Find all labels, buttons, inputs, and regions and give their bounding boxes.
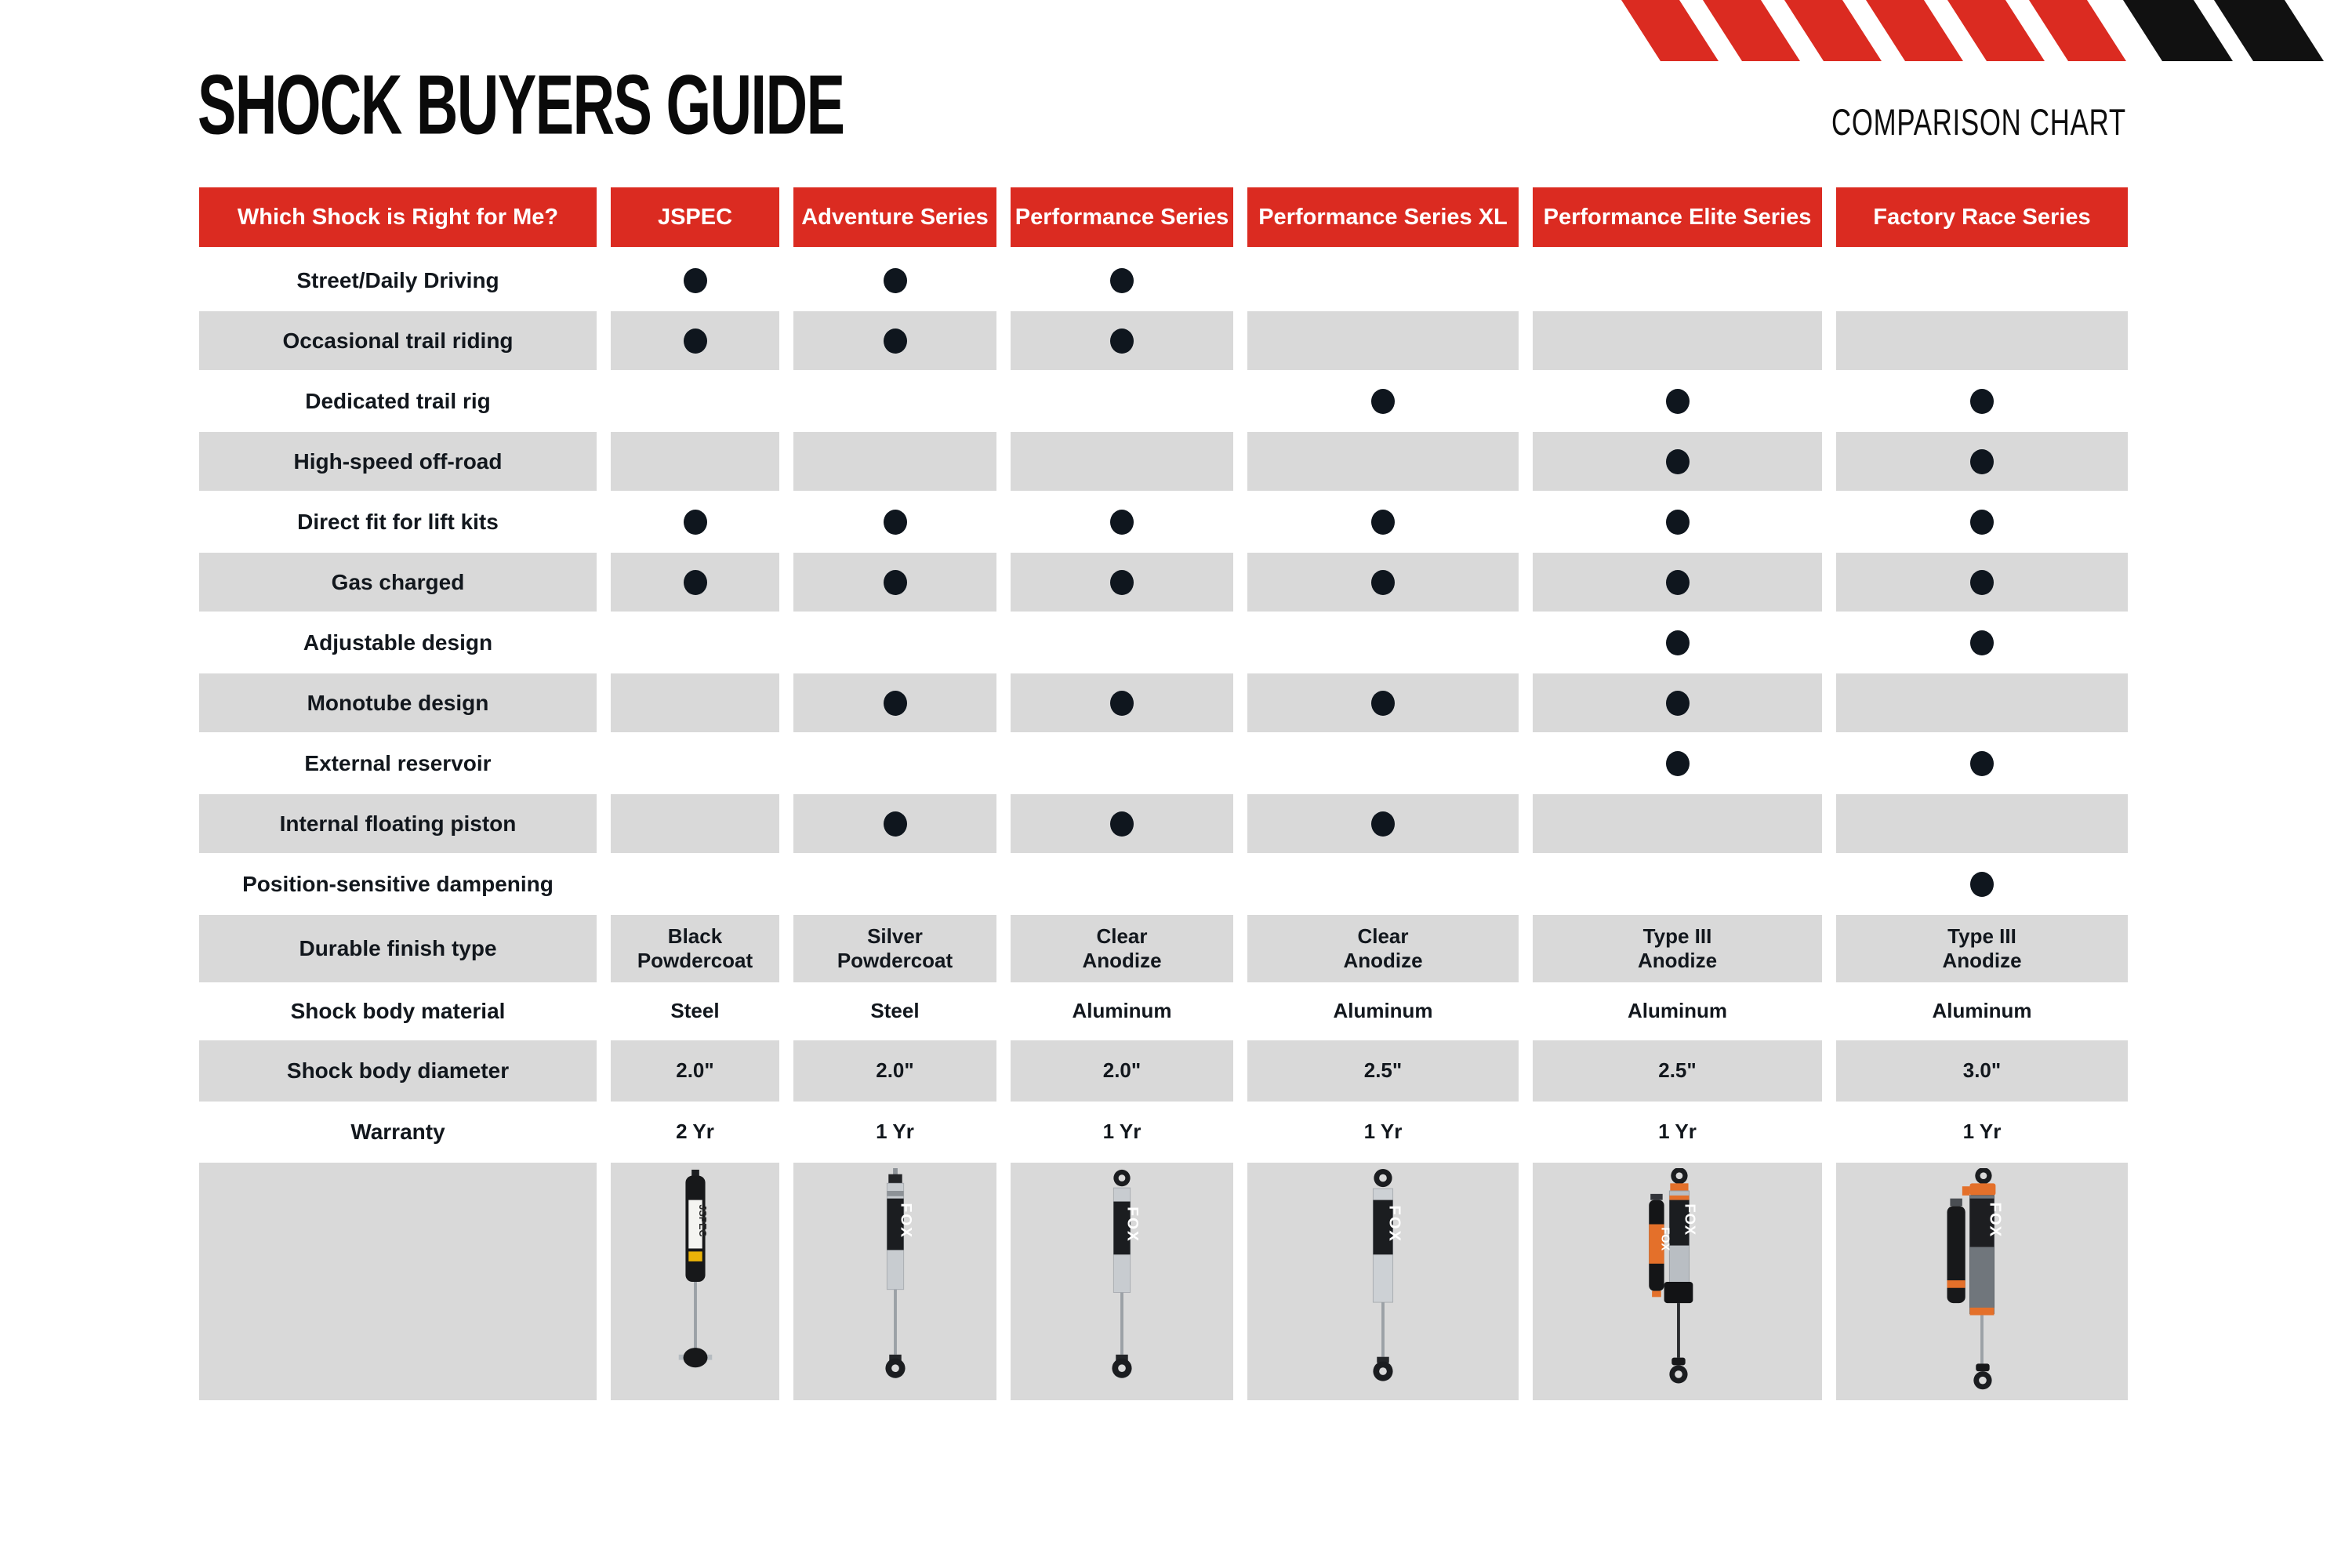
page-title: SHOCK BUYERS GUIDE: [198, 57, 844, 153]
spec-value: Aluminum: [1072, 999, 1172, 1023]
table-row: [199, 794, 2128, 853]
feature-dot: [884, 570, 907, 595]
spec-value: 2 Yr: [676, 1120, 714, 1144]
feature-dot: [1970, 872, 1994, 897]
comparison-table: [199, 187, 2128, 1402]
feature-dot: [1371, 811, 1395, 837]
row-label: Warranty: [350, 1120, 445, 1144]
spec-value: 1 Yr: [876, 1120, 914, 1144]
table-header-row: [199, 187, 2128, 247]
feature-dot: [1110, 570, 1134, 595]
spec-value: 2.0": [1102, 1058, 1142, 1083]
feature-dot: [884, 691, 907, 716]
spec-value: 2.5": [1658, 1058, 1697, 1083]
svg-text:FOX: FOX: [897, 1202, 914, 1239]
feature-dot: [1110, 691, 1134, 716]
feature-dot: [1371, 691, 1395, 716]
stripe: [2214, 0, 2324, 61]
header-cell-factory-race: Factory Race Series: [1836, 187, 2128, 247]
stripe: [1866, 0, 1963, 61]
table-row: [199, 673, 2128, 732]
svg-text:FOX: FOX: [1385, 1204, 1403, 1243]
spec-value: Type III Anodize: [1942, 924, 2022, 972]
feature-dot: [1371, 510, 1395, 535]
header-cell-performance: Performance Series: [1011, 187, 1233, 247]
feature-dot: [884, 328, 907, 354]
feature-dot: [1970, 630, 1994, 655]
row-label: Gas charged: [199, 553, 597, 612]
feature-dot: [1110, 510, 1134, 535]
page-subtitle: COMPARISON CHART: [1831, 101, 2126, 143]
stripe: [2029, 0, 2126, 61]
row-label: Dedicated trail rig: [305, 388, 491, 413]
feature-dot: [1371, 389, 1395, 414]
spec-value: Type III Anodize: [1637, 924, 1718, 972]
spec-value: 1 Yr: [1658, 1120, 1697, 1144]
feature-dot: [1666, 510, 1690, 535]
stripe: [1947, 0, 2045, 61]
svg-text:FOX: FOX: [1658, 1226, 1671, 1250]
feature-dot: [684, 268, 707, 293]
table-row: [199, 372, 2128, 430]
table-row: [199, 613, 2128, 672]
feature-dot: [1110, 268, 1134, 293]
feature-dot: [1666, 691, 1690, 716]
feature-dot: [884, 510, 907, 535]
table-row: [199, 251, 2128, 310]
feature-dot: [1970, 570, 1994, 595]
row-label: Adjustable design: [303, 630, 493, 655]
table-row: [199, 734, 2128, 793]
feature-dot: [1970, 389, 1994, 414]
header-cell-performance-elite: Performance Elite Series: [1533, 187, 1822, 247]
feature-dot: [884, 268, 907, 293]
spec-value: Steel: [670, 999, 720, 1023]
spec-value: Steel: [870, 999, 920, 1023]
product-image-row: [199, 1163, 2128, 1400]
row-label: Position-sensitive dampening: [242, 871, 554, 896]
stripe: [1703, 0, 1800, 61]
feature-dot: [1110, 811, 1134, 837]
row-label: Direct fit for lift kits: [297, 509, 499, 534]
row-label: High-speed off-road: [199, 432, 597, 491]
feature-dot: [684, 510, 707, 535]
table-row: [199, 1103, 2128, 1161]
header-cell-jspec: JSPEC: [611, 187, 779, 247]
table-row: [199, 915, 2128, 982]
row-label: Occasional trail riding: [199, 311, 597, 370]
table-row: [199, 492, 2128, 551]
feature-dot: [1666, 570, 1690, 595]
table-row: [199, 311, 2128, 370]
spec-value: 2.5": [1363, 1058, 1403, 1083]
row-label: External reservoir: [304, 750, 492, 775]
feature-dot: [1666, 389, 1690, 414]
spec-value: Aluminum: [1333, 999, 1433, 1023]
spec-value: 1 Yr: [1962, 1120, 2002, 1144]
table-row: [199, 1040, 2128, 1102]
feature-dot: [684, 328, 707, 354]
row-label: Street/Daily Driving: [296, 267, 499, 292]
spec-value: 1 Yr: [1363, 1120, 1403, 1144]
spec-value: Clear Anodize: [1082, 924, 1162, 972]
svg-text:FOX: FOX: [1682, 1203, 1699, 1236]
stripe: [1784, 0, 1882, 61]
svg-text:JSPEC: JSPEC: [696, 1203, 708, 1237]
feature-dot: [1970, 449, 1994, 474]
feature-dot: [1371, 570, 1395, 595]
table-row: [199, 855, 2128, 913]
empty-label-cell: [199, 1163, 597, 1400]
spec-value: 2.0": [876, 1058, 914, 1083]
table-row: [199, 984, 2128, 1039]
spec-value: 1 Yr: [1102, 1120, 1142, 1144]
row-label: Internal floating piston: [199, 794, 597, 853]
row-label: Shock body material: [290, 999, 506, 1023]
product-image-performance-series: [1076, 1168, 1167, 1396]
row-label: Durable finish type: [199, 915, 597, 982]
svg-text:FOX: FOX: [1986, 1202, 2004, 1237]
header-cell-question: Which Shock is Right for Me?: [199, 187, 597, 247]
product-image-adventure-series: [850, 1168, 941, 1396]
feature-dot: [1666, 751, 1690, 776]
header-cell-performance-xl: Performance Series XL: [1247, 187, 1519, 247]
spec-value: Aluminum: [1932, 999, 2032, 1023]
spec-value: Silver Powdercoat: [837, 924, 953, 972]
table-row: [199, 432, 2128, 491]
svg-text:FOX: FOX: [1123, 1206, 1141, 1243]
spec-value: Clear Anodize: [1343, 924, 1423, 972]
product-image-factory-race-series: [1936, 1168, 2027, 1396]
stripe: [2123, 0, 2233, 61]
spec-value: Aluminum: [1627, 999, 1728, 1023]
header-cell-adventure: Adventure Series: [793, 187, 996, 247]
row-label: Shock body diameter: [199, 1040, 597, 1102]
row-label: Monotube design: [199, 673, 597, 732]
decorative-corner-stripes: [1621, 0, 2327, 61]
spec-value: 3.0": [1962, 1058, 2002, 1083]
product-image-jspec: [650, 1168, 741, 1396]
spec-value: 2.0": [676, 1058, 714, 1083]
feature-dot: [1666, 630, 1690, 655]
spec-value: Black Powdercoat: [637, 924, 753, 972]
feature-dot: [1666, 449, 1690, 474]
feature-dot: [1110, 328, 1134, 354]
feature-dot: [884, 811, 907, 837]
feature-dot: [1970, 751, 1994, 776]
feature-dot: [1970, 510, 1994, 535]
feature-dot: [684, 570, 707, 595]
table-row: [199, 553, 2128, 612]
product-image-performance-series-xl: [1338, 1168, 1428, 1396]
product-image-performance-elite-series: [1632, 1168, 1723, 1396]
stripe: [1621, 0, 1719, 61]
